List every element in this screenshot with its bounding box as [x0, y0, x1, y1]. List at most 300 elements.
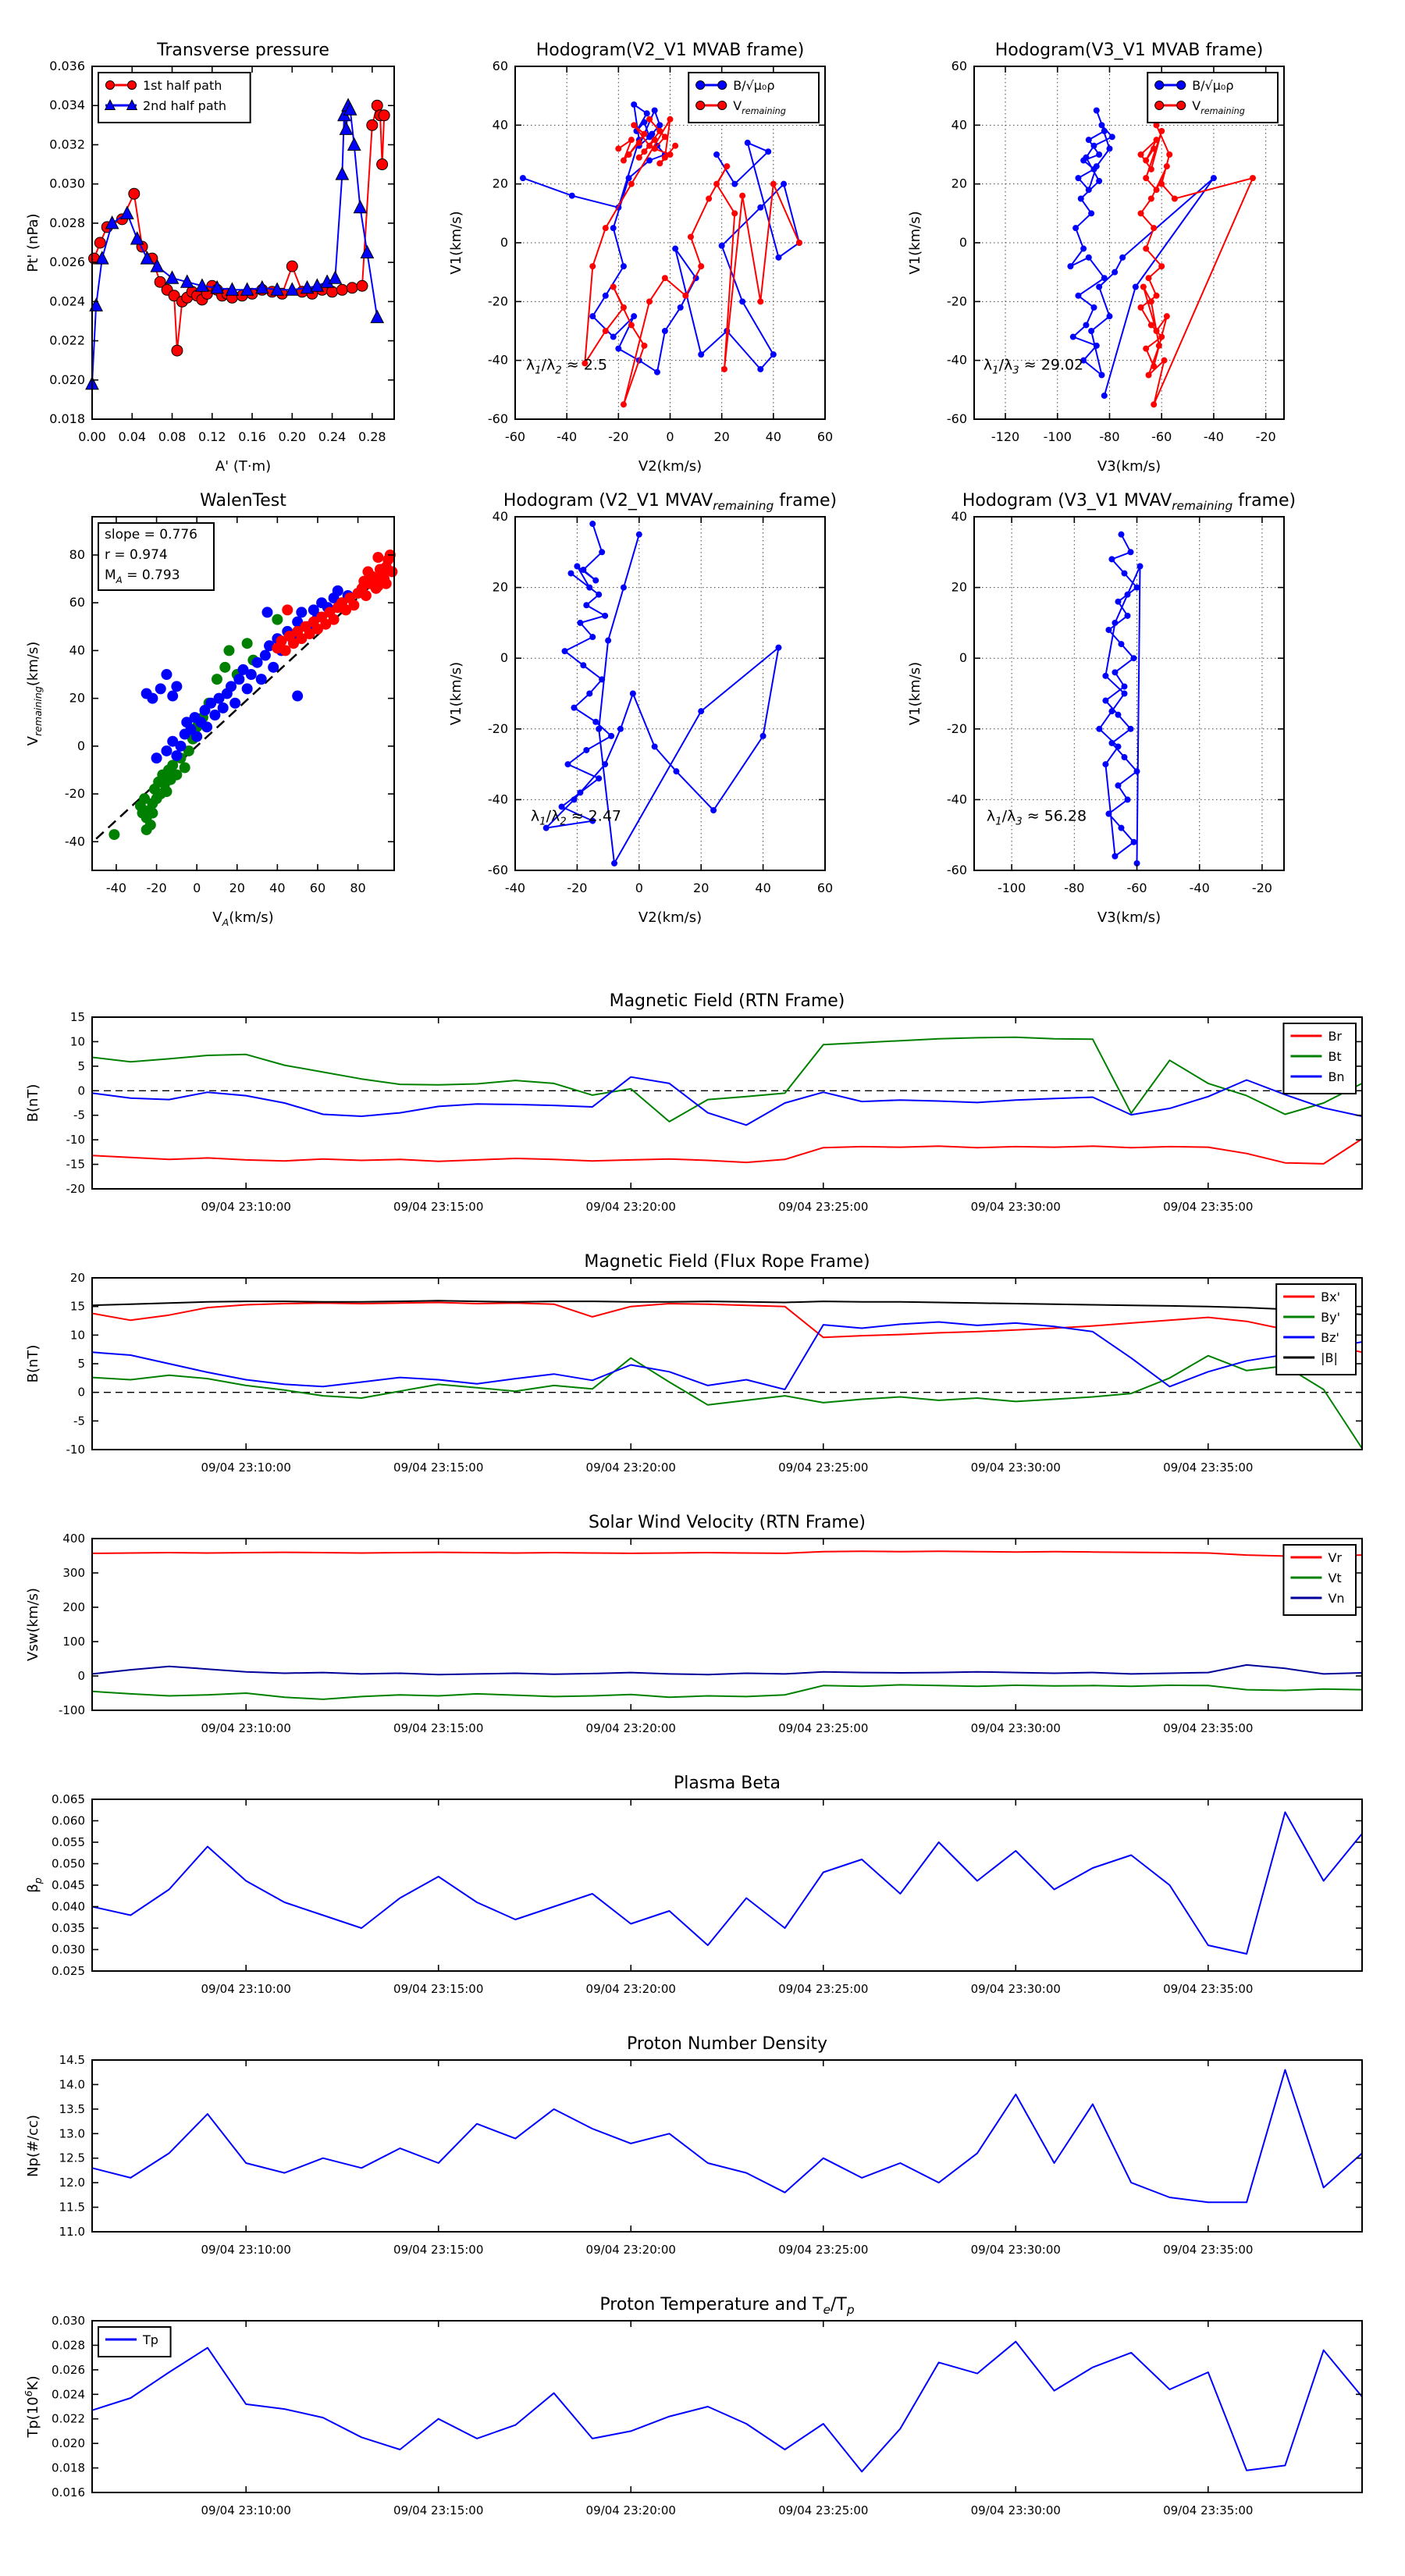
- x-axis-label: $V_A(km/s)$: [212, 909, 274, 928]
- marker-circle: [1148, 298, 1154, 304]
- legend: [1276, 1284, 1356, 1375]
- legend-item-label: Tp: [143, 2332, 158, 2347]
- marker-circle: [603, 328, 609, 334]
- marker-circle: [147, 693, 158, 704]
- x-tick-label: 20: [713, 429, 730, 444]
- marker-circle: [662, 328, 668, 334]
- marker-circle: [1138, 151, 1144, 158]
- series-Tp: [92, 2342, 1362, 2472]
- y-axis-label: $\beta_p$: [25, 1877, 44, 1893]
- marker-circle: [161, 745, 172, 756]
- y-tick-label: -60: [487, 411, 508, 426]
- legend-item-label: Bt: [1328, 1049, 1342, 1064]
- marker-triangle: [329, 271, 341, 283]
- marker-circle: [191, 731, 202, 742]
- marker-circle: [662, 155, 668, 161]
- x-axis-label: A' (T·m): [215, 458, 272, 475]
- marker-circle: [128, 81, 137, 90]
- marker-circle: [646, 116, 653, 123]
- y-tick-label: 0.018: [49, 411, 85, 426]
- x-tick-label: 09/04 23:30:00: [970, 1721, 1061, 1735]
- series-Bmag: [92, 1300, 1362, 1315]
- marker-circle: [1146, 275, 1152, 281]
- y-tick-label: -40: [64, 834, 85, 849]
- x-tick-label: 09/04 23:10:00: [201, 1200, 291, 1214]
- marker-circle: [745, 140, 751, 146]
- marker-circle: [567, 570, 574, 576]
- y-axis-label: V1(km/s): [907, 661, 923, 726]
- marker-circle: [603, 225, 609, 231]
- chart-hodogram-v2v1-mvav: [448, 491, 837, 926]
- x-tick-label: 09/04 23:25:00: [778, 1200, 869, 1214]
- stat-line: r = 0.974: [105, 547, 168, 563]
- y-tick-label: 15: [69, 1010, 85, 1024]
- marker-circle: [696, 81, 705, 90]
- marker-circle: [656, 160, 663, 166]
- x-tick-label: -20: [146, 881, 167, 895]
- x-tick-label: 0.04: [118, 429, 147, 444]
- x-tick-label: 09/04 23:10:00: [201, 2503, 291, 2517]
- y-tick-label: 0: [77, 1385, 85, 1400]
- x-tick-label: 09/04 23:15:00: [393, 2503, 484, 2517]
- y-tick-label: 0.065: [52, 1792, 85, 1806]
- marker-circle: [1138, 304, 1144, 311]
- marker-circle: [713, 151, 720, 158]
- x-tick-label: -80: [1064, 881, 1085, 895]
- y-tick-label: 15: [69, 1299, 85, 1314]
- marker-circle: [1118, 641, 1124, 647]
- x-tick-label: 0.28: [357, 429, 386, 444]
- chart-title: WalenTest: [200, 491, 286, 511]
- y-tick-label: 0: [959, 650, 967, 666]
- marker-circle: [724, 163, 730, 169]
- legend-item-label: Bn: [1328, 1069, 1345, 1084]
- marker-circle: [1106, 313, 1112, 319]
- y-tick-label: 0.020: [52, 2436, 85, 2451]
- marker-circle: [223, 645, 234, 656]
- series-Bt: [92, 1037, 1362, 1122]
- legend-item-label: 1st half path: [143, 78, 222, 93]
- marker-circle: [1124, 613, 1130, 619]
- marker-circle: [327, 286, 338, 297]
- legend: [98, 2327, 171, 2357]
- marker-triangle: [361, 246, 373, 258]
- x-tick-label: -20: [1255, 429, 1276, 444]
- y-tick-label: 0.035: [52, 1921, 85, 1935]
- y-tick-label: 20: [492, 579, 508, 595]
- marker-circle: [577, 789, 583, 795]
- x-tick-label: -20: [567, 881, 588, 895]
- marker-circle: [1118, 825, 1124, 831]
- marker-circle: [580, 662, 586, 668]
- x-tick-label: -40: [105, 881, 127, 895]
- marker-circle: [1083, 155, 1089, 161]
- y-tick-label: 40: [492, 509, 508, 524]
- x-tick-label: -40: [504, 881, 526, 895]
- marker-circle: [229, 698, 240, 709]
- marker-circle: [765, 148, 771, 155]
- marker-circle: [1118, 532, 1124, 538]
- y-tick-label: -5: [73, 1414, 85, 1429]
- marker-circle: [379, 110, 389, 121]
- series-By: [92, 1356, 1362, 1449]
- marker-circle: [589, 521, 596, 527]
- chart-title: Hodogram (V3_V1 $MVAV_{remaining}$ frame): [962, 491, 1297, 513]
- marker-circle: [1105, 627, 1112, 633]
- y-tick-label: 0.030: [52, 1942, 85, 1957]
- series-Vt: [92, 1685, 1362, 1699]
- y-tick-label: 20: [951, 176, 967, 191]
- marker-circle: [381, 578, 392, 589]
- marker-circle: [760, 733, 767, 739]
- x-tick-label: 20: [229, 881, 245, 895]
- marker-circle: [599, 676, 605, 682]
- chart-title: Transverse pressure: [157, 41, 329, 60]
- marker-circle: [1090, 304, 1097, 311]
- y-axis-label: V1(km/s): [448, 661, 464, 726]
- marker-circle: [672, 246, 678, 252]
- x-tick-label: 09/04 23:30:00: [970, 2503, 1061, 2517]
- marker-circle: [610, 284, 617, 290]
- y-tick-label: 0.022: [49, 333, 85, 348]
- marker-circle: [155, 683, 166, 694]
- marker-circle: [662, 133, 668, 140]
- y-tick-label: -10: [66, 1133, 85, 1147]
- marker-circle: [1151, 363, 1157, 369]
- y-tick-label: 0: [76, 738, 85, 753]
- x-tick-label: 0.16: [238, 429, 266, 444]
- y-tick-label: 100: [62, 1635, 85, 1649]
- marker-circle: [636, 532, 642, 538]
- marker-circle: [781, 181, 787, 187]
- y-tick-label: 0.034: [49, 98, 85, 113]
- marker-circle: [698, 708, 704, 714]
- annotation-eigenvalue-ratio: $\lambda_1/\lambda_2 \approx 2.47$: [530, 807, 622, 828]
- annotation-eigenvalue-ratio: $\lambda_1/\lambda_3 \approx 56.28$: [986, 807, 1087, 828]
- marker-circle: [731, 181, 738, 187]
- marker-circle: [141, 824, 152, 835]
- y-tick-label: 5: [77, 1357, 85, 1371]
- marker-circle: [610, 334, 617, 340]
- marker-circle: [1143, 158, 1149, 164]
- marker-circle: [282, 604, 293, 615]
- x-tick-label: 09/04 23:15:00: [393, 1461, 484, 1475]
- y-tick-label: -60: [487, 863, 508, 877]
- y-tick-label: -20: [946, 294, 967, 309]
- x-tick-label: 0.00: [78, 429, 106, 444]
- marker-circle: [775, 254, 781, 261]
- chart-b-rtn: [25, 991, 1362, 1214]
- marker-circle: [1101, 128, 1108, 134]
- legend-item-label: By': [1321, 1310, 1341, 1325]
- marker-circle: [1101, 275, 1108, 281]
- marker-circle: [599, 549, 605, 555]
- marker-circle: [611, 860, 617, 866]
- marker-circle: [1094, 343, 1100, 349]
- y-tick-label: 60: [951, 59, 967, 73]
- legend: [688, 73, 819, 123]
- marker-circle: [1151, 145, 1157, 151]
- marker-circle: [108, 829, 119, 840]
- marker-circle: [106, 81, 115, 90]
- x-tick-label: -100: [997, 881, 1026, 895]
- marker-circle: [577, 620, 583, 626]
- marker-circle: [713, 181, 720, 187]
- marker-circle: [586, 691, 592, 697]
- marker-circle: [739, 193, 745, 199]
- marker-circle: [167, 691, 178, 702]
- marker-circle: [605, 638, 611, 644]
- marker-circle: [1119, 254, 1126, 261]
- y-tick-label: 14.5: [59, 2053, 85, 2067]
- marker-circle: [569, 193, 575, 199]
- y-tick-label: 0.032: [49, 137, 85, 152]
- x-tick-label: 09/04 23:20:00: [585, 2243, 676, 2257]
- y-axis-label: Np(#/cc): [25, 2115, 41, 2177]
- x-tick-label: 0: [635, 881, 643, 895]
- legend-item-label: B/√μ₀ρ: [733, 78, 775, 93]
- x-tick-label: 80: [350, 881, 366, 895]
- marker-circle: [1155, 81, 1164, 90]
- marker-circle: [1096, 284, 1102, 290]
- x-tick-label: -60: [504, 429, 526, 444]
- marker-circle: [372, 552, 383, 563]
- legend-item-label: Vn: [1328, 1591, 1345, 1606]
- legend: [98, 73, 251, 123]
- marker-circle: [1146, 372, 1152, 379]
- y-tick-label: 0.030: [49, 176, 85, 191]
- marker-circle: [636, 140, 642, 146]
- marker-circle: [641, 148, 647, 155]
- y-tick-label: 400: [62, 1532, 85, 1546]
- y-tick-label: 0.028: [49, 215, 85, 230]
- x-tick-label: 09/04 23:25:00: [778, 2503, 869, 2517]
- legend-item-label: 2nd half path: [143, 98, 227, 113]
- marker-circle: [1105, 811, 1112, 817]
- marker-circle: [329, 614, 340, 625]
- marker-circle: [1166, 151, 1172, 158]
- marker-circle: [348, 600, 359, 610]
- y-tick-label: 0.055: [52, 1835, 85, 1849]
- x-tick-label: 09/04 23:10:00: [201, 1461, 291, 1475]
- marker-circle: [1154, 328, 1160, 334]
- x-tick-label: -80: [1099, 429, 1120, 444]
- marker-circle: [1109, 133, 1115, 140]
- marker-circle: [233, 674, 244, 685]
- x-tick-label: 09/04 23:35:00: [1163, 1461, 1254, 1475]
- marker-circle: [617, 726, 624, 732]
- x-tick-label: 60: [309, 881, 326, 895]
- marker-circle: [1075, 293, 1081, 299]
- y-tick-label: 13.5: [59, 2101, 85, 2116]
- axes-frame: [92, 1799, 1362, 1971]
- marker-circle: [628, 322, 635, 328]
- y-tick-label: 0.025: [52, 1964, 85, 1978]
- marker-circle: [1143, 175, 1149, 181]
- x-tick-label: 09/04 23:35:00: [1163, 1721, 1254, 1735]
- y-tick-label: -60: [946, 411, 967, 426]
- x-tick-label: 20: [693, 881, 710, 895]
- marker-circle: [1115, 743, 1121, 749]
- marker-circle: [596, 775, 602, 781]
- y-tick-label: 0: [959, 235, 967, 250]
- legend-item-label: B/√μ₀ρ: [1192, 78, 1234, 93]
- marker-triangle: [336, 167, 348, 180]
- marker-circle: [1143, 346, 1149, 352]
- marker-circle: [333, 585, 343, 596]
- marker-circle: [1112, 853, 1118, 859]
- marker-circle: [1106, 145, 1112, 151]
- legend: [1283, 1545, 1356, 1615]
- marker-circle: [1088, 328, 1094, 334]
- marker-circle: [1086, 254, 1092, 261]
- marker-circle: [1121, 691, 1127, 697]
- x-tick-label: 40: [765, 429, 782, 444]
- y-tick-label: 60: [492, 59, 508, 73]
- series-Bx: [92, 1303, 1362, 1353]
- x-tick-label: 09/04 23:15:00: [393, 1721, 484, 1735]
- y-tick-label: -60: [946, 863, 967, 877]
- marker-circle: [656, 128, 663, 134]
- marker-circle: [652, 145, 658, 151]
- marker-circle: [621, 585, 627, 591]
- x-tick-label: 09/04 23:15:00: [393, 1200, 484, 1214]
- marker-circle: [1124, 796, 1130, 802]
- marker-circle: [372, 100, 382, 111]
- marker-circle: [171, 750, 182, 761]
- marker-circle: [602, 613, 608, 619]
- series-Br: [92, 1139, 1362, 1164]
- y-tick-label: 40: [951, 117, 967, 133]
- x-tick-label: -120: [991, 429, 1020, 444]
- marker-circle: [1250, 175, 1256, 181]
- marker-circle: [1108, 556, 1115, 562]
- y-axis-label: $V_{remaining}(km/s)$: [25, 641, 44, 746]
- y-tick-label: 0.036: [49, 59, 85, 73]
- marker-circle: [1131, 655, 1137, 661]
- marker-circle: [652, 743, 658, 749]
- marker-circle: [94, 237, 105, 248]
- legend: [1283, 1023, 1356, 1094]
- stat-line: slope = 0.776: [105, 527, 197, 543]
- marker-circle: [147, 808, 158, 819]
- marker-circle: [656, 122, 663, 128]
- series-v-remaining: [1141, 125, 1254, 404]
- marker-triangle: [354, 201, 366, 213]
- marker-circle: [361, 590, 372, 601]
- y-tick-label: 0.024: [52, 2387, 85, 2402]
- x-tick-label: 09/04 23:25:00: [778, 1461, 869, 1475]
- y-axis-label: B(nT): [25, 1083, 41, 1123]
- marker-circle: [260, 650, 271, 661]
- marker-circle: [1102, 761, 1108, 767]
- x-tick-label: 09/04 23:10:00: [201, 1982, 291, 1996]
- marker-circle: [757, 205, 763, 211]
- y-tick-label: -40: [487, 792, 508, 807]
- chart-vsw-rtn: [25, 1513, 1362, 1735]
- y-tick-label: 80: [69, 546, 85, 562]
- marker-circle: [644, 110, 650, 116]
- marker-circle: [1154, 293, 1160, 299]
- marker-circle: [296, 607, 307, 617]
- marker-circle: [1211, 175, 1217, 181]
- x-tick-label: 0.24: [318, 429, 347, 444]
- x-tick-label: 0: [193, 881, 201, 895]
- marker-circle: [1154, 187, 1160, 193]
- x-tick-label: 60: [816, 881, 834, 895]
- x-tick-label: 60: [816, 429, 834, 444]
- marker-circle: [719, 243, 725, 249]
- series-b-alfven: [523, 105, 799, 372]
- x-tick-label: 09/04 23:25:00: [778, 1721, 869, 1735]
- legend-item-label: |B|: [1321, 1350, 1338, 1365]
- y-tick-label: -20: [66, 1182, 85, 1196]
- marker-circle: [1151, 401, 1157, 407]
- marker-circle: [770, 181, 777, 187]
- marker-circle: [171, 681, 182, 692]
- x-tick-label: 09/04 23:25:00: [778, 1982, 869, 1996]
- y-axis-label: Vsw(km/s): [25, 1588, 41, 1661]
- stat-box: [98, 523, 214, 590]
- marker-circle: [1102, 698, 1108, 704]
- y-tick-label: 20: [69, 1271, 85, 1285]
- y-tick-label: 0.024: [49, 294, 85, 309]
- marker-circle: [1090, 143, 1097, 149]
- y-tick-label: -5: [73, 1108, 85, 1123]
- marker-circle: [596, 592, 602, 598]
- marker-circle: [628, 137, 635, 143]
- marker-circle: [672, 143, 678, 149]
- y-tick-label: -20: [64, 786, 85, 802]
- marker-circle: [1148, 322, 1154, 328]
- marker-circle: [1094, 163, 1100, 169]
- legend-item-label: $V_{remaining}$: [733, 98, 786, 116]
- y-tick-label: 0.018: [52, 2460, 85, 2475]
- marker-circle: [1148, 196, 1154, 202]
- marker-circle: [1133, 284, 1139, 290]
- chart-title: Magnetic Field (RTN Frame): [609, 991, 845, 1011]
- x-tick-label: 40: [269, 881, 286, 895]
- y-tick-label: 40: [951, 509, 967, 524]
- series-Np: [92, 2070, 1362, 2203]
- marker-circle: [1143, 246, 1149, 252]
- y-tick-label: 200: [62, 1600, 85, 1614]
- series-beta: [92, 1813, 1362, 1955]
- axes-frame: [92, 2060, 1362, 2232]
- marker-circle: [698, 263, 704, 269]
- y-tick-label: 0: [77, 1083, 85, 1098]
- marker-circle: [1070, 334, 1076, 340]
- y-tick-label: 0.022: [52, 2411, 85, 2426]
- chart-proton-density: [25, 2034, 1362, 2257]
- y-tick-label: 14.0: [59, 2077, 85, 2092]
- marker-circle: [1134, 768, 1140, 774]
- marker-circle: [621, 304, 627, 311]
- marker-circle: [1098, 372, 1104, 379]
- marker-circle: [583, 747, 589, 753]
- marker-circle: [1115, 782, 1121, 788]
- marker-circle: [1164, 163, 1170, 169]
- series-2nd-half-path: [92, 105, 377, 384]
- x-tick-label: 09/04 23:35:00: [1163, 1982, 1254, 1996]
- marker-circle: [589, 263, 596, 269]
- chart-title: Plasma Beta: [674, 1774, 781, 1793]
- marker-circle: [218, 703, 229, 713]
- marker-circle: [367, 119, 378, 130]
- marker-circle: [580, 567, 586, 573]
- marker-circle: [161, 669, 172, 680]
- marker-circle: [1115, 599, 1121, 605]
